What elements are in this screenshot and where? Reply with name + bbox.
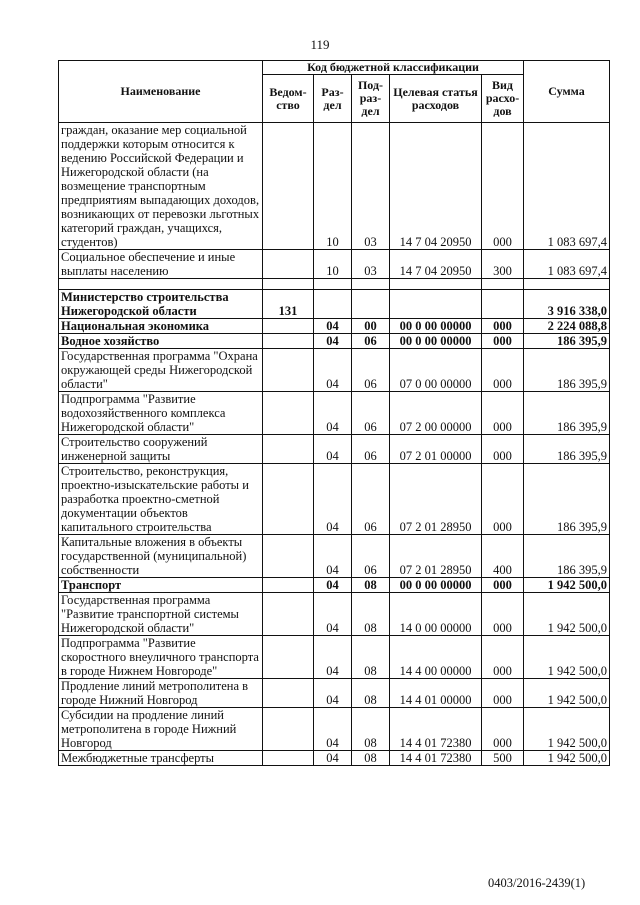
- row-expense-type: 000: [482, 578, 524, 593]
- table-row: [59, 578, 610, 593]
- row-expense-type: [482, 290, 524, 319]
- row-name: Строительство, реконструкция, проектно-изыскательские работы и разработка проектно-сметной документации объектов капитального строительства: [59, 464, 263, 535]
- row-section: 04: [314, 578, 352, 593]
- row-department: [263, 349, 314, 392]
- row-section: 04: [314, 464, 352, 535]
- empty-cell: [524, 279, 610, 290]
- row-section: 04: [314, 319, 352, 334]
- row-sum: 1 942 500,0: [524, 578, 610, 593]
- row-subsection: 08: [352, 751, 390, 766]
- row-section: 04: [314, 435, 352, 464]
- header-name: Наименование: [59, 61, 263, 123]
- table-row: [59, 636, 610, 679]
- row-subsection: 06: [352, 535, 390, 578]
- table-body: [59, 123, 610, 766]
- row-name: Подпрограмма "Развитие скоростного внеуличного транспорта в городе Нижнем Новгороде": [59, 636, 263, 679]
- document-id: 0403/2016-2439(1): [488, 876, 586, 890]
- row-department: [263, 636, 314, 679]
- table-row: [59, 290, 610, 319]
- page-number: 119: [310, 37, 330, 52]
- row-subsection: 08: [352, 593, 390, 636]
- row-target-article: 14 7 04 20950: [390, 250, 482, 279]
- row-name: Подпрограмма "Развитие водохозяйственного комплекса Нижегородской области": [59, 392, 263, 435]
- table-row: [59, 708, 610, 751]
- table-row: [59, 319, 610, 334]
- row-sum: 186 395,9: [524, 349, 610, 392]
- row-subsection: 06: [352, 349, 390, 392]
- row-expense-type: 000: [482, 392, 524, 435]
- empty-cell: [352, 279, 390, 290]
- row-department: [263, 535, 314, 578]
- row-section: 10: [314, 250, 352, 279]
- row-name: Государственная программа "Охрана окружающей среды Нижегородской области": [59, 349, 263, 392]
- row-expense-type: 000: [482, 593, 524, 636]
- row-department: [263, 435, 314, 464]
- table-row: [59, 679, 610, 708]
- row-section: [314, 290, 352, 319]
- row-name: Транспорт: [59, 578, 263, 593]
- row-department: [263, 708, 314, 751]
- row-name: Капитальные вложения в объекты государственной (муниципальной) собственности: [59, 535, 263, 578]
- row-department: [263, 578, 314, 593]
- row-expense-type: 000: [482, 636, 524, 679]
- table-row: [59, 334, 610, 349]
- header-code-group: Код бюджетной классификации: [263, 61, 524, 75]
- row-target-article: 14 4 00 00000: [390, 636, 482, 679]
- empty-cell: [314, 279, 352, 290]
- row-target-article: 07 0 00 00000: [390, 349, 482, 392]
- empty-cell: [59, 279, 263, 290]
- row-department: [263, 679, 314, 708]
- row-name: Национальная экономика: [59, 319, 263, 334]
- row-section: 04: [314, 349, 352, 392]
- row-sum: 186 395,9: [524, 435, 610, 464]
- budget-table: [58, 60, 610, 766]
- row-department: [263, 319, 314, 334]
- row-name: Субсидии на продление линий метрополитена в городе Нижний Новгород: [59, 708, 263, 751]
- header-subsection: Под-раз-дел: [352, 75, 390, 123]
- row-target-article: 07 2 01 28950: [390, 464, 482, 535]
- empty-cell: [263, 279, 314, 290]
- row-name: Социальное обеспечение и иные выплаты населению: [59, 250, 263, 279]
- row-subsection: [352, 290, 390, 319]
- row-target-article: [390, 290, 482, 319]
- row-expense-type: 000: [482, 334, 524, 349]
- row-subsection: 06: [352, 435, 390, 464]
- row-sum: 186 395,9: [524, 392, 610, 435]
- row-section: 04: [314, 535, 352, 578]
- empty-cell: [482, 279, 524, 290]
- row-subsection: 08: [352, 636, 390, 679]
- row-target-article: 00 0 00 00000: [390, 578, 482, 593]
- row-expense-type: 000: [482, 319, 524, 334]
- row-department: [263, 593, 314, 636]
- row-department: 131: [263, 290, 314, 319]
- row-sum: 1 083 697,4: [524, 123, 610, 250]
- row-subsection: 03: [352, 250, 390, 279]
- row-subsection: 06: [352, 334, 390, 349]
- table-row: [59, 349, 610, 392]
- row-subsection: 08: [352, 708, 390, 751]
- row-section: 10: [314, 123, 352, 250]
- table-row: [59, 464, 610, 535]
- row-subsection: 03: [352, 123, 390, 250]
- row-expense-type: 400: [482, 535, 524, 578]
- table-row: [59, 593, 610, 636]
- table-row: [59, 435, 610, 464]
- row-sum: 3 916 338,0: [524, 290, 610, 319]
- row-subsection: 06: [352, 392, 390, 435]
- row-department: [263, 334, 314, 349]
- row-name: Министерство строительства Нижегородской области: [59, 290, 263, 319]
- row-sum: 186 395,9: [524, 464, 610, 535]
- empty-cell: [390, 279, 482, 290]
- row-sum: 1 083 697,4: [524, 250, 610, 279]
- row-section: 04: [314, 334, 352, 349]
- row-target-article: 00 0 00 00000: [390, 334, 482, 349]
- table-row: [59, 392, 610, 435]
- row-name: Продление линий метрополитена в городе Нижний Новгород: [59, 679, 263, 708]
- row-subsection: 08: [352, 679, 390, 708]
- row-department: [263, 250, 314, 279]
- row-sum: 1 942 500,0: [524, 679, 610, 708]
- header-department: Ведом-ство: [263, 75, 314, 123]
- row-expense-type: 000: [482, 464, 524, 535]
- table-row: [59, 123, 610, 250]
- row-target-article: 14 0 00 00000: [390, 593, 482, 636]
- row-subsection: 00: [352, 319, 390, 334]
- row-department: [263, 392, 314, 435]
- row-target-article: 07 2 00 00000: [390, 392, 482, 435]
- row-expense-type: 000: [482, 123, 524, 250]
- table-row: [59, 535, 610, 578]
- row-section: 04: [314, 593, 352, 636]
- header-expense-type: Вид расхо-дов: [482, 75, 524, 123]
- row-sum: 1 942 500,0: [524, 593, 610, 636]
- row-name: Водное хозяйство: [59, 334, 263, 349]
- row-section: 04: [314, 392, 352, 435]
- row-subsection: 08: [352, 578, 390, 593]
- row-target-article: 14 7 04 20950: [390, 123, 482, 250]
- row-expense-type: 000: [482, 708, 524, 751]
- row-department: [263, 464, 314, 535]
- row-section: 04: [314, 751, 352, 766]
- header-section: Раз-дел: [314, 75, 352, 123]
- row-sum: 186 395,9: [524, 334, 610, 349]
- row-sum: 1 942 500,0: [524, 708, 610, 751]
- row-section: 04: [314, 708, 352, 751]
- row-sum: 1 942 500,0: [524, 636, 610, 679]
- row-name: Межбюджетные трансферты: [59, 751, 263, 766]
- row-expense-type: 300: [482, 250, 524, 279]
- row-department: [263, 123, 314, 250]
- row-subsection: 06: [352, 464, 390, 535]
- spacer-row: [59, 279, 610, 290]
- row-name: Государственная программа "Развитие транспортной системы Нижегородской области": [59, 593, 263, 636]
- row-department: [263, 751, 314, 766]
- row-target-article: 14 4 01 72380: [390, 751, 482, 766]
- row-target-article: 07 2 01 28950: [390, 535, 482, 578]
- row-section: 04: [314, 679, 352, 708]
- header-target-article: Целевая статья расходов: [390, 75, 482, 123]
- row-sum: 186 395,9: [524, 535, 610, 578]
- row-expense-type: 500: [482, 751, 524, 766]
- row-target-article: 00 0 00 00000: [390, 319, 482, 334]
- row-sum: 1 942 500,0: [524, 751, 610, 766]
- row-target-article: 14 4 01 00000: [390, 679, 482, 708]
- table-row: [59, 250, 610, 279]
- row-name: граждан, оказание мер социальной поддержки которым относится к ведению Российской Федерации и Нижегородской области (на возмещение транспортным предприятиям выпадающих доходов, возникающих от перевозки льготных категорий граждан, учащихся, студентов): [59, 123, 263, 250]
- row-sum: 2 224 088,8: [524, 319, 610, 334]
- row-section: 04: [314, 636, 352, 679]
- row-expense-type: 000: [482, 349, 524, 392]
- row-target-article: 14 4 01 72380: [390, 708, 482, 751]
- row-target-article: 07 2 01 00000: [390, 435, 482, 464]
- header-sum: Сумма: [524, 61, 610, 123]
- row-expense-type: 000: [482, 679, 524, 708]
- row-name: Строительство сооружений инженерной защиты: [59, 435, 263, 464]
- table-row: [59, 751, 610, 766]
- row-expense-type: 000: [482, 435, 524, 464]
